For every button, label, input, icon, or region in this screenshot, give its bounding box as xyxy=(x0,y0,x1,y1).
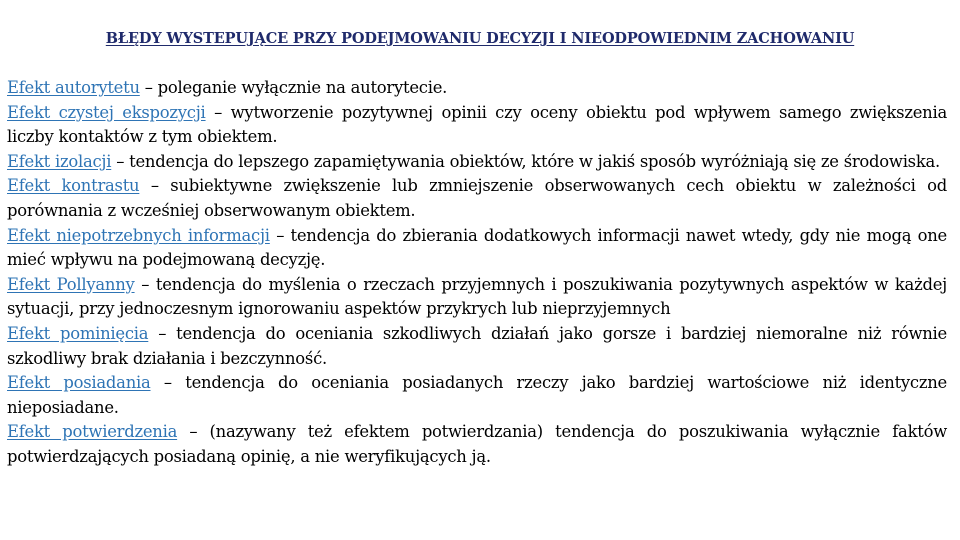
term-link-efekt-niepotrzebnych-informacji[interactable]: Efekt niepotrzebnych informacji xyxy=(7,225,270,245)
entry-list xyxy=(7,76,947,470)
separator: – xyxy=(205,102,231,122)
list-item-efekt-czystej-ekspozycji xyxy=(7,101,947,150)
separator: – xyxy=(111,151,130,171)
list-item-efekt-kontrastu xyxy=(7,174,947,223)
definition-text: tendencja do oceniania szkodliwych działań jako gorsze i bardziej niemoralne niż równie szkodliwy brak działania i bezczynność. xyxy=(7,323,947,368)
definition-text: tendencja do lepszego zapamiętywania obiektów, które w jakiś sposób wyróżniają się ze środowiska. xyxy=(129,151,941,171)
term-link-efekt-autorytetu[interactable]: Efekt autorytetu xyxy=(7,78,140,97)
list-item-efekt-niepotrzebnych-informacji xyxy=(7,224,947,273)
term-link-efekt-izolacji[interactable]: Efekt izolacji xyxy=(7,151,112,171)
term-link-efekt-kontrastu[interactable]: Efekt kontrastu xyxy=(7,176,140,196)
definition-text: tendencja do zbierania dodatkowych informacji nawet wtedy, gdy nie mogą one mieć wpływu na podejmowaną decyzję. xyxy=(7,225,947,270)
definition-text: wytworzenie pozytywnej opinii czy oceny obiektu pod wpływem samego zwiększenia liczby kontaktów z tym obiektem. xyxy=(7,102,947,147)
separator: – xyxy=(269,225,291,245)
separator: – xyxy=(150,373,186,393)
list-item-efekt-pominiecia xyxy=(7,322,947,371)
definition-text: tendencja do oceniania posiadanych rzeczy jako bardziej wartościowe niż identyczne nieposiadane. xyxy=(7,373,947,417)
definition-text: tendencja do myślenia o rzeczach przyjemnych i poszukiwania pozytywnych aspektów w każdej sytuacji, przy jednoczesnym ignorowaniu aspektów przykrych lub nieprzyjemnych xyxy=(7,274,947,319)
separator: – xyxy=(139,176,171,196)
definition-text: (nazywany też efektem potwierdzania) tendencja do poszukiwania wyłącznie faktów potwierdzających posiadaną opinię, a nie weryfikujących ją. xyxy=(7,422,947,466)
term-link-efekt-potwierdzenia[interactable]: Efekt potwierdzenia xyxy=(7,422,178,442)
separator: – xyxy=(139,78,158,97)
list-item-efekt-pollyanny xyxy=(7,273,947,322)
list-item-efekt-autorytetu xyxy=(7,76,947,101)
separator: – xyxy=(134,274,156,294)
separator: – xyxy=(177,422,210,442)
page-title: BŁĘDY WYSTEPUJĄCE PRZY PODEJMOWANIU DECYZJI I NIEODPOWIEDNIM ZACHOWANIU xyxy=(105,30,855,47)
definition-text: subiektywne zwiększenie lub zmniejszenie obserwowanych cech obiektu w zależności od porównania z wcześniej obserwowanym obiektem. xyxy=(7,176,947,220)
term-link-efekt-pominiecia[interactable]: Efekt pominięcia xyxy=(7,323,149,343)
term-link-efekt-pollyanny[interactable]: Efekt Pollyanny xyxy=(7,274,135,294)
separator: – xyxy=(148,323,177,343)
term-link-efekt-posiadania[interactable]: Efekt posiadania xyxy=(7,373,151,393)
list-item-efekt-posiadania xyxy=(7,371,947,420)
list-item-efekt-potwierdzenia xyxy=(7,420,947,469)
term-link-efekt-czystej-ekspozycji[interactable]: Efekt czystej ekspozycji xyxy=(7,102,206,122)
list-item-efekt-izolacji xyxy=(7,150,947,175)
definition-text: poleganie wyłącznie na autorytecie. xyxy=(157,78,448,97)
